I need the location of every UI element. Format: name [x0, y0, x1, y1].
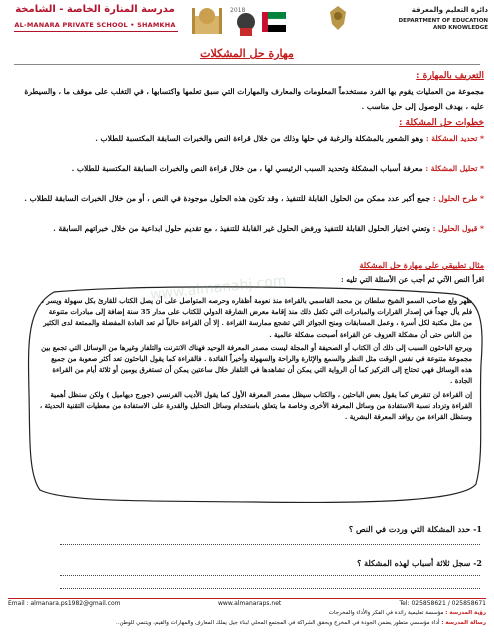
passage-paragraph: ويرجع الباحثون السبب إلى ذلك أن الكتاب أو الصحيفة أو المجلة ليست مصدر المعرفة الوحيد فهناك الانترنت والتلفاز وغيرها من الوسائل التي تجمع بين مجموعة متنوعة في نفس الوقت مثل النظر والسمع والإثارة والراحة والسهولة وأخيراً الفائدة . فالقراءة كما يقول الباحثون تعد أكثر صعوبة من جميع هذه الوسائل فهي تحتاج إلى التركيز كما أن الرواية التي يمكن أن تشاهدها في التلفاز خلال ساعتين يمكن أن تستغرق يومين أو ثلاثة أيام من القراءة الجادة . [41, 343, 472, 386]
steps-heading: خطوات حل المشكلة : [399, 118, 484, 128]
mission-text: أداء مؤسسي متطور يضمن الجودة في المخرج ويحقق الشراكة في المجتمع المحلي لبناء جيل يملك المعارف والمهارات والقيم، ويتنمي للوطن.. [115, 620, 442, 626]
step-item [12, 221, 484, 236]
answer-line[interactable] [60, 575, 480, 576]
example-heading: مثال تطبيقي على مهارة حل المشكلة [359, 260, 484, 270]
question-number: 2- [473, 558, 482, 568]
definition-heading: التعريف بالمهارة : [416, 71, 484, 81]
mission-label: رسالة المدرسة : [441, 620, 486, 626]
footer-email[interactable]: Email : almanara.ps1982@gmail.com [8, 600, 121, 607]
step-text: معرفة أسباب المشكلة وتحديد السبب الرئيسي لها ، من خلال قراءة النص والخبرات السابقة المكتسبة للطلاب . [71, 164, 426, 173]
page-title: مهارة حل المشكلات [200, 47, 294, 60]
vision-label: رؤية المدرسة : [445, 610, 486, 616]
header-divider [14, 31, 178, 32]
step-label: * قبول الحلول : [432, 224, 484, 233]
school-vision [8, 610, 486, 616]
step-item [12, 131, 484, 146]
title-divider [14, 64, 480, 65]
question-text: حدد المشكلة التي وردت في النص ؟ [348, 524, 471, 534]
vision-text: مؤسسة تعليمية رائدة في الفكر والأداء والمخرجات [328, 610, 446, 616]
logo-year: 2018 [230, 7, 246, 14]
school-name-english: AL-MANARA PRIVATE SCHOOL • SHAMKHA [14, 21, 176, 29]
department-line-1: DEPARTMENT OF EDUCATION [398, 18, 488, 24]
school-mission [8, 620, 486, 626]
question-item [250, 556, 482, 571]
example-instruction: اقرأ النص الآتي ثم أجب عن الأسئلة التي تليه : [340, 275, 484, 284]
question-item [250, 522, 482, 537]
step-item [12, 191, 484, 206]
footer-website[interactable]: www.almanaraps.net [218, 600, 282, 607]
question-number: 1- [473, 524, 482, 534]
student-logo-icon [237, 13, 255, 36]
school-name-arabic: مدرسة المنارة الخاصة - الشامخة [15, 4, 175, 15]
mosque-logo-icon [192, 8, 222, 34]
department-name-arabic: دائرة التعليم والمعرفة [411, 6, 488, 14]
answer-line[interactable] [60, 544, 480, 545]
answer-line[interactable] [60, 588, 480, 589]
step-text: وهو الشعور بالمشكلة والرغبة في حلها وذلك من خلال قراءة النص والخبرات السابقة المكتسبة للطلاب . [95, 134, 426, 143]
footer-phone: Tel: 025858621 / 025858671 [399, 600, 486, 607]
department-line-2: AND KNOWLEDGE [432, 25, 488, 31]
education-logo-group [190, 2, 300, 40]
definition-text: مجموعة من العمليات يقوم بها الفرد مستخدماً المعلومات والمعارف والمهارات التي سبق تعلمها واكتسابها ، في التغلب على موقف ما ، والسيطرة عليه ، بهدف الوصول إلى حل مناسب . [24, 87, 484, 112]
step-text: وتعني اختيار الحلول القابلة للتنفيذ ورفض الحلول غير القابلة للتنفيذ ، مع تقديم حلول ابداعية من خلال خبراتهم السابقة . [53, 224, 433, 233]
step-item [12, 161, 484, 176]
step-label: * طرح الحلول : [432, 194, 484, 203]
passage-paragraph: ظهر ولع صاحب السمو الشيخ سلطان بن محمد القاسمي بالقراءة منذ نعومة أظفاره وحرصه المتواصل على أن يصل الكتاب للقارئ بكل سهولة ويسر ، فلم يأل جهداً في إصدار القرارات والمبادرات التي تكفل ذلك منذ إقامة معرض الشارقة الدولي للكتاب على مدار 35 سنة إضافة إلى مبادرات متنوعة من مثل مكتبة لكل أسرة ، وعمل المسابقات ومنح الجوائز التي تشجع ممارسة القراءة . إلا أن القراءة حالياً لم تعد العادة المفضلة والممتعة لدى الكثير من الناس حتى أن مشكلة العزوف عن القراءة أصبحت مشكلة عالمية . [41, 297, 472, 339]
footer-divider [8, 598, 486, 599]
passage-paragraph: إن القراءة لن تنقرض كما يقول بعض الباحثين ، والكتاب سيظل مصدر المعرفة الأول كما يقول الأديب الفرنسي (جورج ديهاميل ) ولكن سنظل أهمية القراءة وتزداد نسبة الاستفادة من وسائل المعرفة الأخرى وخاصة ما يتعلق باستخدام وسائل التحليل والقدرة على الاستفادة من معطيات التقنية الحديثة ، وستظل القراءة من روافد المعرفة البشرية . [39, 390, 472, 422]
step-text: جمع أكبر عدد ممكن من الحلول القابلة للتنفيذ ، وقد تكون هذه الحلول موجودة في النص ، أو من خلال الخبرات السابقة للطلاب . [24, 194, 433, 203]
step-label: * تحليل المشكلة : [425, 164, 484, 173]
reading-passage [38, 296, 472, 423]
department-name-english [352, 18, 488, 32]
question-text: سجل ثلاثة أسباب لهذه المشكلة ؟ [357, 558, 471, 568]
watermark: www.almanahj.com [149, 272, 288, 304]
falcon-emblem-icon [326, 4, 350, 32]
step-label: * تحديد المشكلة : [425, 134, 484, 143]
uae-flag-icon [262, 12, 286, 32]
